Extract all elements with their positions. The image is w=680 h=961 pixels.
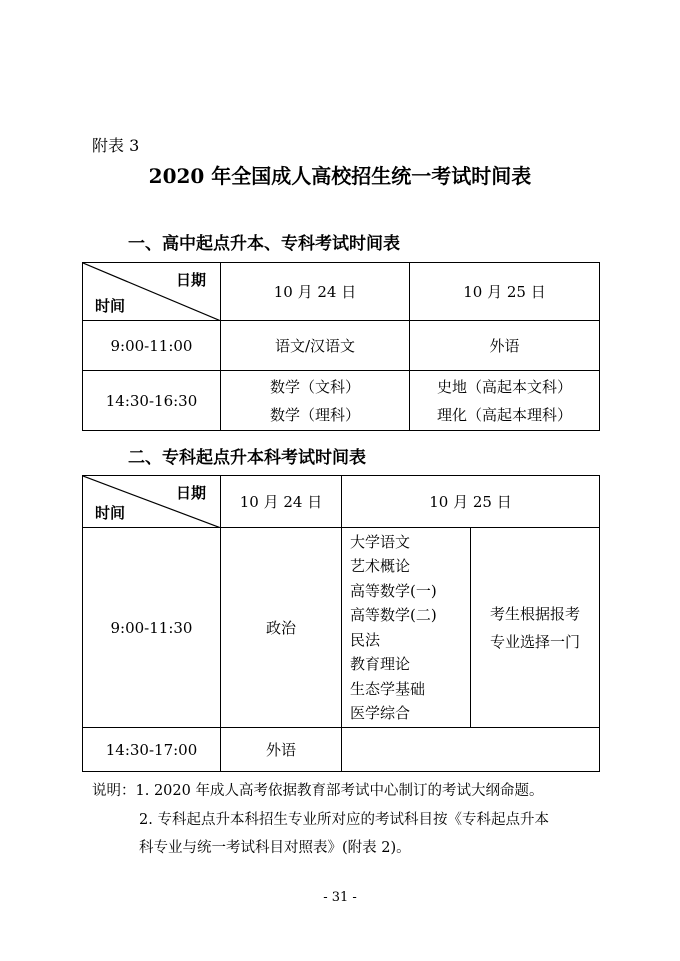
date-header: 10 月 25 日	[410, 263, 600, 321]
schedule-table-1	[82, 262, 600, 431]
subject-item: 艺术概论	[350, 557, 411, 575]
subject-cell: 外语	[221, 728, 342, 772]
subject-item: 医学综合	[350, 704, 411, 722]
header-time-label: 时间	[95, 297, 126, 315]
subject-cell	[410, 371, 600, 431]
section2-heading: 二、专科起点升本科考试时间表	[128, 448, 366, 468]
subject-line: 史地（高起本文科）	[436, 377, 572, 396]
diagonal-header-cell	[83, 263, 221, 321]
subject-item: 大学语文	[350, 532, 411, 551]
date-header: 10 月 24 日	[221, 476, 342, 528]
selection-note-cell	[471, 528, 600, 728]
page-title: 2020 年全国成人高校招生统一考试时间表	[148, 164, 532, 188]
subject-line: 数学（理科）	[269, 405, 360, 424]
subject-item: 教育理论	[350, 655, 411, 673]
note-line: 考生根据报考	[490, 604, 581, 623]
time-cell: 14:30-17:00	[83, 728, 221, 772]
subject-line: 理化（高起本理科）	[436, 405, 572, 424]
note-2: 2. 专科起点升本科招生专业所对应的考试科目按《专科起点升本	[139, 812, 549, 828]
subject-item: 生态学基础	[350, 679, 426, 698]
header-date-label: 日期	[175, 484, 206, 502]
time-cell: 9:00-11:00	[83, 321, 221, 371]
header-date-label: 日期	[175, 271, 206, 289]
subject-item: 高等数学(一)	[350, 581, 437, 600]
schedule-table-2	[82, 475, 600, 772]
subject-line: 数学（文科）	[269, 377, 360, 396]
subject-cell: 外语	[410, 321, 600, 371]
time-cell: 9:00-11:30	[83, 528, 221, 728]
appendix-label: 附表 3	[92, 136, 140, 155]
subject-cell: 语文/汉语文	[221, 321, 410, 371]
date-header: 10 月 24 日	[221, 263, 410, 321]
subject-list-cell	[342, 528, 471, 728]
empty-cell	[342, 728, 600, 772]
note-3: 科专业与统一考试科目对照表》(附表 2)。	[139, 840, 411, 856]
section1-heading: 一、高中起点升本、专科考试时间表	[128, 234, 400, 254]
header-time-label: 时间	[95, 504, 126, 522]
note-1: 说明：1. 2020 年成人高考依据教育部考试中心制订的考试大纲命题。	[92, 783, 544, 799]
page-number: - 31 -	[323, 890, 357, 905]
time-cell: 14:30-16:30	[83, 371, 221, 431]
diagonal-header-cell	[83, 476, 221, 528]
date-header: 10 月 25 日	[342, 476, 600, 528]
note-line: 专业选择一门	[490, 632, 581, 651]
subject-item: 民法	[350, 630, 381, 649]
subject-item: 高等数学(二)	[350, 606, 437, 624]
subject-cell: 政治	[221, 528, 342, 728]
subject-cell	[221, 371, 410, 431]
